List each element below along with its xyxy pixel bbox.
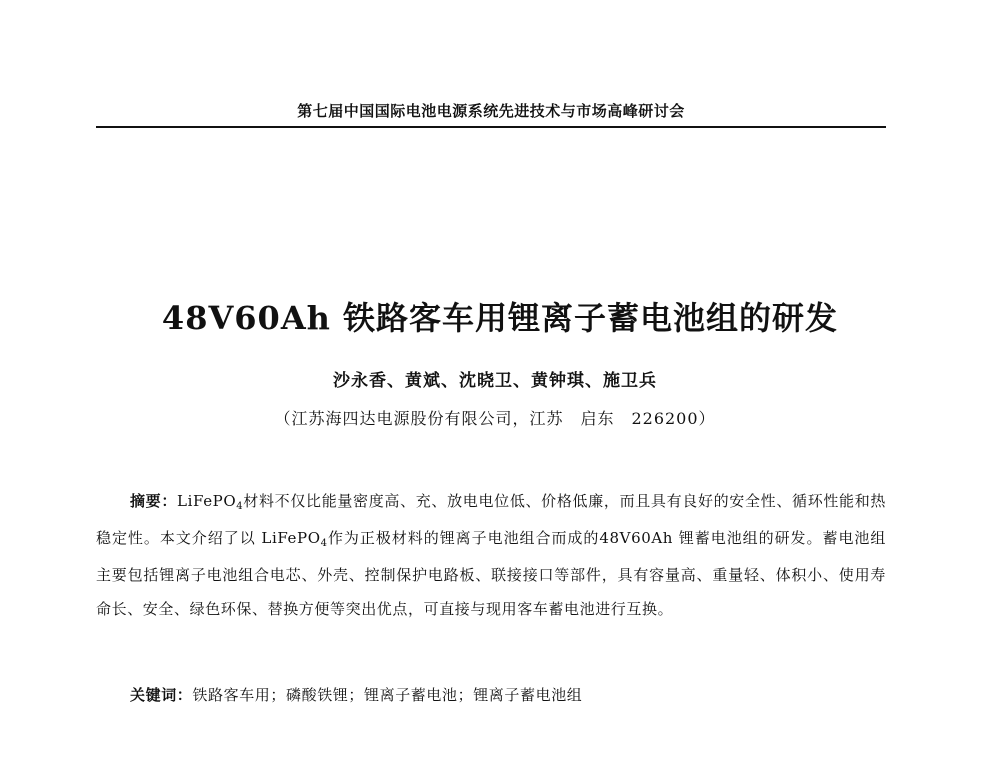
abstract-subscript-1: 4 xyxy=(236,501,244,512)
keywords-label: 关键词： xyxy=(130,686,193,704)
conference-header: 第七届中国国际电池电源系统先进技术与市场高峰研讨会 xyxy=(297,102,685,120)
abstract-text-2: 材料不仅比能量密度高、充、放电电位低、价格低廉，而且具有良好的安全性、循环性能和热稳定性。本文介绍了以 LiFePO xyxy=(96,492,886,547)
keywords-line xyxy=(130,684,890,705)
abstract-text-3: 作为正极材料的锂离子电池组合而成的48V60Ah 锂蓄电池组的研发。蓄电池组主要包括锂离子电池组合电芯、外壳、控制保护电路板、联接接口等部件，具有容量高、重量轻、体积小、使用寿命长、安全、绿色环保、替换方便等突出优点，可直接与现用客车蓄电池进行互换。 xyxy=(96,529,886,618)
paper-title: 48V60Ah 铁路客车用锂离子蓄电池组的研发 xyxy=(161,299,839,337)
abstract-label: 摘要： xyxy=(130,492,178,510)
keywords-text: 铁路客车用；磷酸铁锂；锂离子蓄电池；锂离子蓄电池组 xyxy=(192,686,583,704)
abstract-subscript-2: 4 xyxy=(320,538,328,549)
header-divider xyxy=(96,126,886,128)
paper-affiliation: （江苏海四达电源股份有限公司，江苏 启东 226200） xyxy=(274,409,716,428)
abstract-paragraph xyxy=(96,484,886,626)
paper-authors: 沙永香、黄斌、沈晓卫、黄钟琪、施卫兵 xyxy=(333,371,657,391)
abstract-text-1: LiFePO xyxy=(177,492,237,510)
